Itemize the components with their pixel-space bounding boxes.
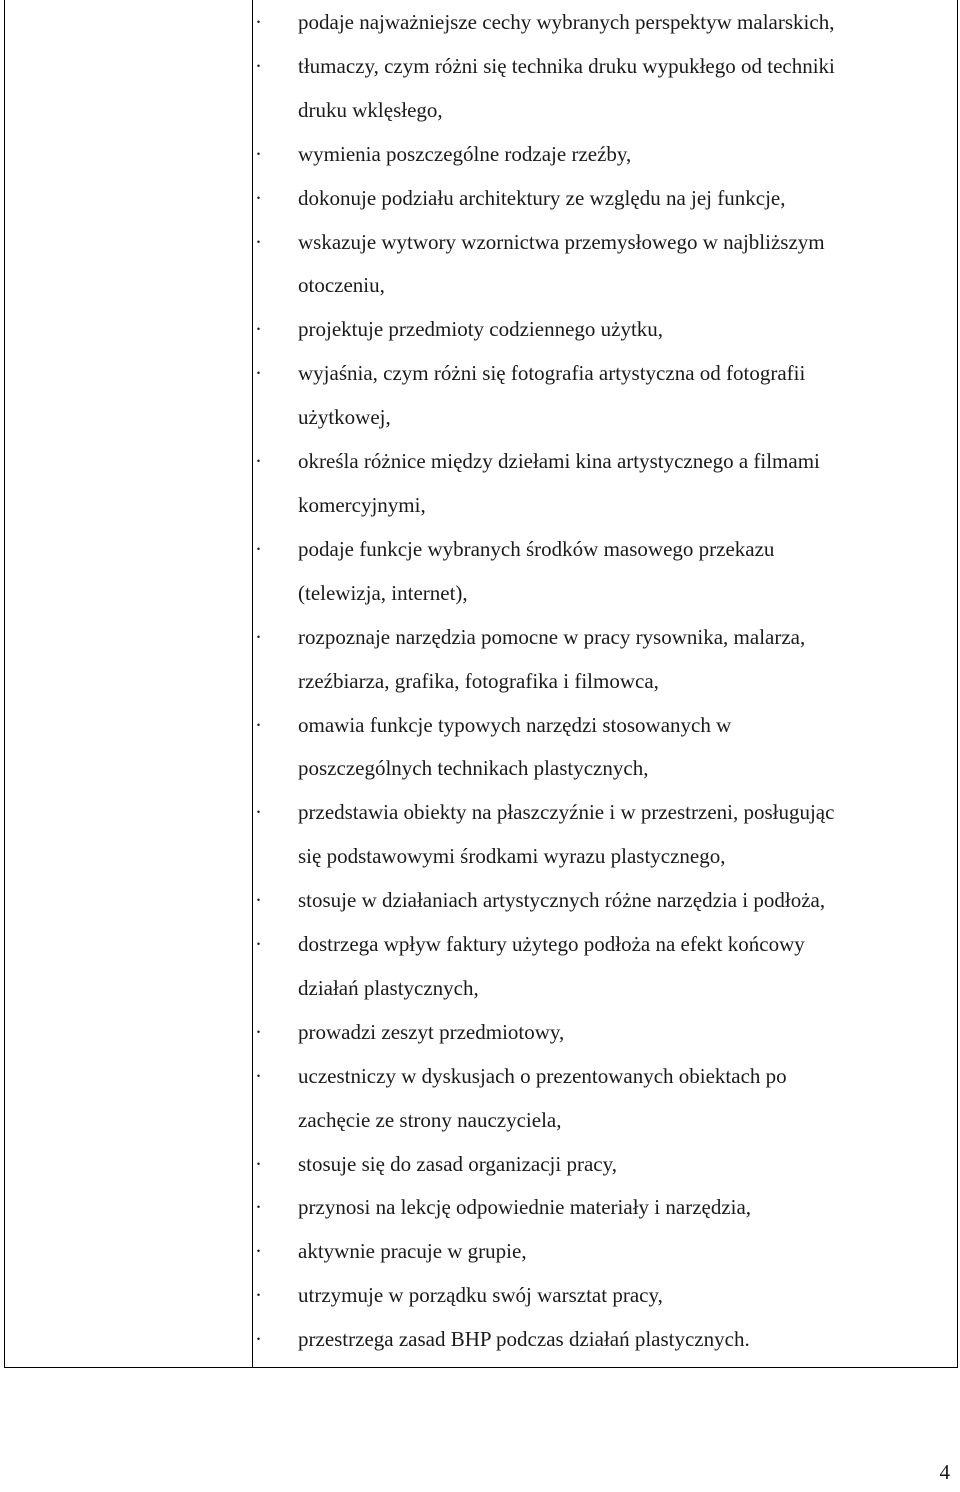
list-item <box>253 133 957 177</box>
list-item <box>253 528 957 616</box>
list-item-text: przynosi na lekcję odpowiednie materiały i narzędzia, <box>298 1195 752 1220</box>
list-item <box>253 1318 957 1362</box>
bullet-icon: · <box>255 712 262 737</box>
list-item-text: przedstawia obiekty na płaszczyźnie i w przestrzeni, posługując się podstawowymi środkami wyrazu plastycznego, <box>298 800 835 869</box>
bullet-icon: · <box>255 449 262 474</box>
list-item-text: podaje najważniejsze cechy wybranych perspektyw malarskich, <box>298 10 835 34</box>
list-item <box>253 1143 957 1187</box>
list-item <box>253 440 957 528</box>
bullet-icon: · <box>255 1195 262 1220</box>
bullet-icon: · <box>255 1239 262 1264</box>
list-item <box>253 1274 957 1318</box>
list-item <box>253 221 957 309</box>
page-number: 4 <box>939 1460 950 1484</box>
list-item <box>253 879 957 923</box>
list-item <box>253 791 957 879</box>
bullet-icon: · <box>255 10 262 34</box>
list-item-text: rozpoznaje narzędzia pomocne w pracy rysownika, malarza, rzeźbiarza, grafika, fotografika i filmowca, <box>298 624 806 693</box>
list-item-text: utrzymuje w porządku swój warsztat pracy, <box>298 1283 663 1308</box>
bullet-icon: · <box>255 536 262 561</box>
list-item-text: omawia funkcje typowych narzędzi stosowanych w poszczególnych technikach plastycznych, <box>298 712 732 781</box>
list-item <box>253 1055 957 1143</box>
list-item-text: uczestniczy w dyskusjach o prezentowanych obiektach po zachęcie ze strony nauczyciela, <box>298 1063 787 1132</box>
bullet-icon: · <box>255 1063 262 1088</box>
list-item <box>253 923 957 1011</box>
bullet-icon: · <box>255 624 262 649</box>
bullet-icon: · <box>255 229 262 254</box>
bullet-icon: · <box>255 1151 262 1176</box>
list-item <box>253 1186 957 1230</box>
list-item-text: stosuje się do zasad organizacji pracy, <box>298 1151 617 1176</box>
requirements-list <box>253 1 957 1362</box>
list-item-text: dokonuje podziału architektury ze względu na jej funkcje, <box>298 185 786 210</box>
list-item <box>253 45 957 133</box>
table-left-cell <box>5 0 253 1367</box>
list-item-text: podaje funkcje wybranych środków masowego przekazu (telewizja, internet), <box>298 536 775 605</box>
bullet-icon: · <box>255 317 262 342</box>
list-item <box>253 616 957 704</box>
list-item <box>253 1 957 45</box>
bullet-icon: · <box>255 141 262 166</box>
bullet-icon: · <box>255 361 262 386</box>
list-item <box>253 1230 957 1274</box>
bullet-icon: · <box>255 1327 262 1352</box>
list-item <box>253 308 957 352</box>
list-item-text: wskazuje wytwory wzornictwa przemysłowego w najbliższym otoczeniu, <box>298 229 825 298</box>
list-item-text: wyjaśnia, czym różni się fotografia artystyczna od fotografii użytkowej, <box>298 361 806 430</box>
list-item-text: projektuje przedmioty codziennego użytku, <box>298 317 664 342</box>
list-item-text: wymienia poszczególne rodzaje rzeźby, <box>298 141 632 166</box>
list-item-text: stosuje w działaniach artystycznych różne narzędzia i podłoża, <box>298 888 826 913</box>
list-item-text: tłumaczy, czym różni się technika druku wypukłego od techniki druku wklęsłego, <box>298 53 835 122</box>
list-item-text: prowadzi zeszyt przedmiotowy, <box>298 1019 565 1044</box>
list-item <box>253 177 957 221</box>
list-item <box>253 1011 957 1055</box>
bullet-icon: · <box>255 1283 262 1308</box>
list-item <box>253 704 957 792</box>
bullet-icon: · <box>255 53 262 78</box>
list-item-text: przestrzega zasad BHP podczas działań plastycznych. <box>298 1327 750 1352</box>
requirements-table <box>4 0 958 1368</box>
table-right-cell <box>253 0 957 1367</box>
bullet-icon: · <box>255 185 262 210</box>
bullet-icon: · <box>255 800 262 825</box>
list-item-text: dostrzega wpływ faktury użytego podłoża na efekt końcowy działań plastycznych, <box>298 932 805 1000</box>
list-item-text: określa różnice między dziełami kina artystycznego a filmami komercyjnymi, <box>298 449 820 517</box>
bullet-icon: · <box>255 932 262 957</box>
list-item <box>253 352 957 440</box>
list-item-text: aktywnie pracuje w grupie, <box>298 1239 527 1264</box>
bullet-icon: · <box>255 1019 262 1044</box>
bullet-icon: · <box>255 888 262 913</box>
